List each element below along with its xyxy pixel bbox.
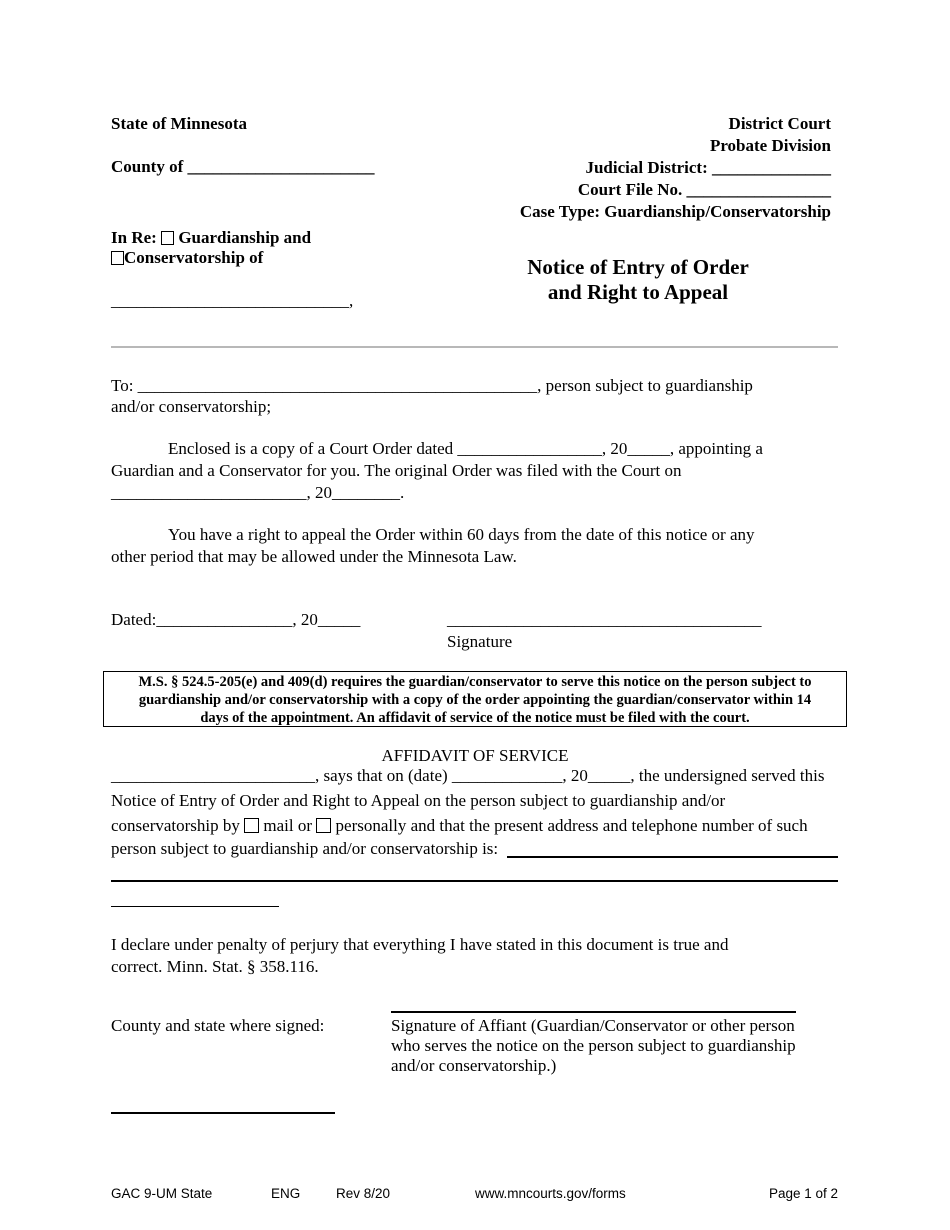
served-by-label: conservatorship by (111, 816, 240, 835)
affidavit-line-3 (111, 815, 808, 837)
affiant-signature-line (391, 1011, 796, 1013)
footer-revision: Rev 8/20 (336, 1186, 391, 1201)
mail-checkbox[interactable] (244, 818, 259, 833)
declaration-line-2: correct. Minn. Stat. § 358.116. (111, 957, 319, 976)
to-line-continued: and/or conservatorship; (111, 397, 272, 416)
dated-field: Dated:________________, 20_____ (111, 610, 361, 629)
footer-page-number: Page 1 of 2 (768, 1186, 838, 1201)
state-label: State of Minnesota (111, 114, 247, 133)
affidavit-line-2: Notice of Entry of Order and Right to Appeal on the person subject to guardianship and/or (111, 791, 726, 810)
statute-notice-line-1: M.S. § 524.5-205(e) and 409(d) requires the guardian/conservator to serve this notice on the person subject to (138, 674, 812, 690)
in-re-prefix: In Re: (111, 228, 157, 247)
court-label: District Court (728, 114, 831, 133)
in-re-guardianship-row (111, 227, 311, 249)
case-type-label: Case Type: Guardianship/Conservatorship (519, 202, 831, 221)
guardianship-checkbox[interactable] (161, 231, 174, 245)
conservatorship-label: Conservatorship of (124, 248, 264, 267)
signature-label: Signature (447, 632, 513, 651)
county-field: County of ______________________ (111, 157, 375, 176)
affidavit-line-4: person subject to guardianship and/or conservatorship is: (111, 839, 499, 858)
appeal-line-1: You have a right to appeal the Order within 60 days from the date of this notice or any (168, 525, 755, 544)
judicial-district-field: Judicial District: ______________ (585, 158, 831, 177)
enclosed-line-1: Enclosed is a copy of a Court Order dated _________________, 20_____, appointing a (168, 439, 763, 458)
footer-form-id: GAC 9-UM State (111, 1186, 213, 1201)
division-label: Probate Division (709, 136, 831, 155)
mail-label: mail or (263, 816, 313, 835)
affidavit-heading: AFFIDAVIT OF SERVICE (381, 746, 569, 765)
personal-checkbox[interactable] (316, 818, 331, 833)
affiant-label-line-3: and/or conservatorship.) (391, 1056, 557, 1075)
enclosed-line-2: Guardian and a Conservator for you. The original Order was filed with the Court on (111, 461, 682, 480)
statute-notice-box (103, 671, 847, 727)
county-state-field-line (111, 1112, 335, 1114)
appeal-line-2: other period that may be allowed under the Minnesota Law. (111, 547, 517, 566)
guardianship-label: Guardianship and (178, 228, 312, 247)
enclosed-line-3: _______________________, 20________. (111, 483, 405, 502)
address-field-line-3 (111, 906, 279, 907)
address-field-line-2 (111, 880, 838, 882)
document-title-line2: and Right to Appeal (547, 280, 729, 304)
footer-language: ENG (271, 1186, 301, 1201)
affiant-label-line-2: who serves the notice on the person subject to guardianship (391, 1036, 796, 1055)
personal-label: personally and that the present address and telephone number of such (335, 816, 808, 835)
to-line: To: _______________________________________________, person subject to guardianship (111, 376, 753, 395)
header-divider (111, 346, 838, 348)
footer-url[interactable]: www.mncourts.gov/forms (475, 1186, 626, 1201)
in-re-name-field: ____________________________, (111, 291, 354, 310)
address-field-line (507, 856, 838, 858)
signature-line: _____________________________________ (447, 610, 762, 629)
affidavit-line-1: ________________________, says that on (date) _____________, 20_____, the undersigned served this (111, 766, 825, 785)
affiant-label-line-1: Signature of Affiant (Guardian/Conservator or other person (391, 1016, 795, 1035)
county-state-label: County and state where signed: (111, 1016, 325, 1035)
declaration-line-1: I declare under penalty of perjury that everything I have stated in this document is true and (111, 935, 729, 954)
in-re-conservatorship-row (111, 247, 263, 269)
statute-notice-line-2: guardianship and/or conservatorship with a copy of the order appointing the guardian/conservator within 14 (138, 692, 812, 708)
conservatorship-checkbox[interactable] (111, 251, 124, 265)
court-file-field: Court File No. _________________ (577, 180, 831, 199)
document-title-line1: Notice of Entry of Order (527, 255, 749, 279)
statute-notice-line-3: days of the appointment. An affidavit of service of the notice must be filed with the court. (200, 710, 750, 726)
